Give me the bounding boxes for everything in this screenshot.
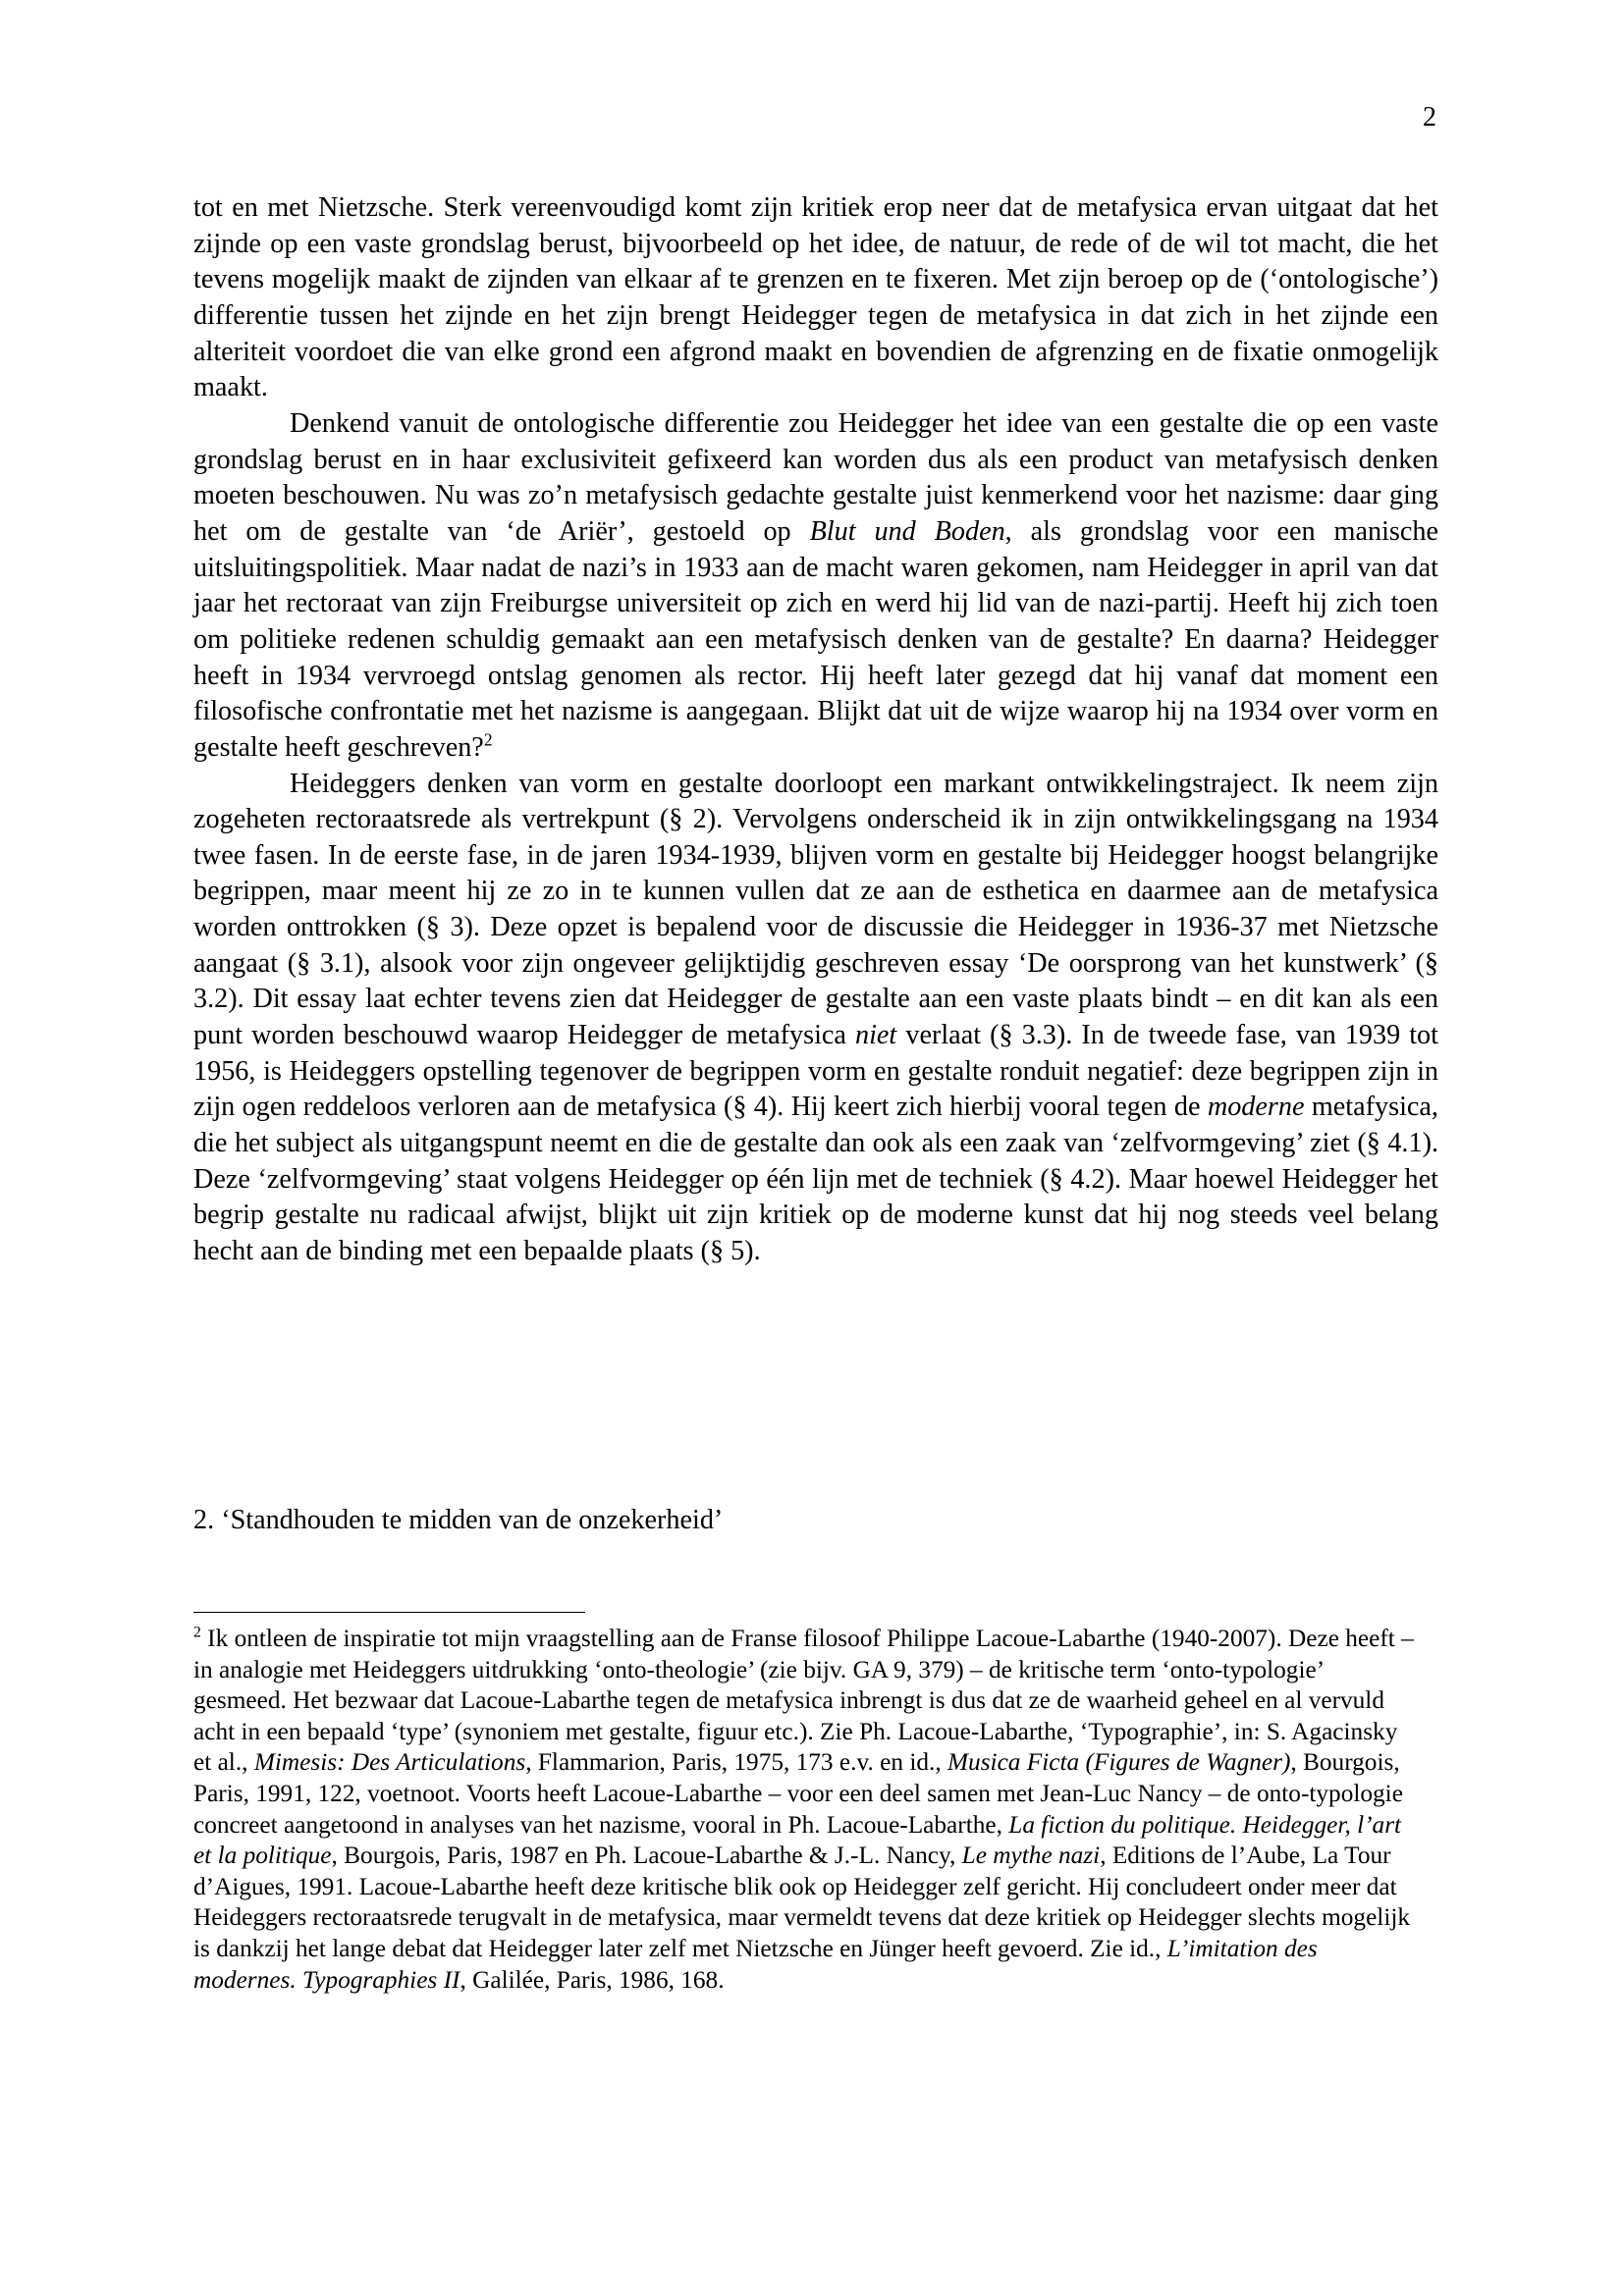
footnote-text-2: , Flammarion, Paris, 1975, 173 e.v. en id.,	[525, 1748, 947, 1777]
footnote-text-5: , Editions de l’Aube, La Tour d’Aigues, 1991. Lacoue-Labarthe heeft deze kritische blik ook op Heidegger zelf gericht. Hij concludeert onder meer dat Heideggers rectoraatsrede terugvalt in de metafysica, maar vermeldt tevens dat deze kritiek op Heidegger slechts mogelijk is dankzij het lange debat dat Heidegger later zelf met Nietzsche en Jünger heeft gevoerd. Zie id.,	[193, 1842, 1411, 1962]
footnote-text-6: , Galilée, Paris, 1986, 168.	[460, 1965, 725, 1994]
paragraph-2	[193, 406, 1438, 767]
footnote-text-4: , Bourgois, Paris, 1987 en Ph. Lacoue-Labarthe & J.-L. Nancy,	[331, 1842, 962, 1870]
paragraph-3-italic-2: moderne	[1207, 1092, 1305, 1123]
page-number: 2	[1423, 102, 1436, 133]
paragraph-3-text-c: metafysica, die het subject als uitgangspunt neemt en die de gestalte dan ook als een zaak van ‘zelfvormgeving’ ziet (§ 4.1). Deze ‘zelfvormgeving’ staat volgens Heidegger op één lijn met de techniek (§ 4.2). Maar hoewel Heidegger het begrip gestalte nu radicaal afwijst, blijkt uit zijn kritiek op de moderne kunst dat hij nog steeds veel belang hecht aan de binding met een bepaalde plaats (§ 5).	[193, 1092, 1438, 1267]
main-text	[193, 190, 1438, 1270]
paragraph-3	[193, 767, 1438, 1270]
footnote-text-1: Ik ontleen de inspiratie tot mijn vraagstelling aan de Franse filosoof Philippe Lacoue-Labarthe (1940-2007). Deze heeft – in analogie met Heideggers uitdrukking ‘onto-theologie’ (zie bijv. GA 9, 379) – de kritische term ‘onto-typologie’ gesmeed. Het bezwaar dat Lacoue-Labarthe tegen de metafysica inbrengt is dus dat ze de waarheid geheel en al vervuld acht in een bepaald ‘type’ (synoniem met gestalte, figuur etc.). Zie Ph. Lacoue-Labarthe, ‘Typographie’, in: S. Agacinsky et al.,	[193, 1625, 1414, 1777]
footnote-text-3: , Bourgois, Paris, 1991, 122, voetnoot. Voorts heeft Lacoue-Labarthe – voor een deel samen met Jean-Luc Nancy – de onto-typologie concreet aangetoond in analyses van het nazisme, vooral in Ph. Lacoue-Labarthe,	[193, 1748, 1403, 1839]
footnote-italic-1: Mimesis: Des Articulations	[253, 1748, 526, 1777]
paragraph-2-text-a: Denkend vanuit de ontologische differentie zou Heidegger het idee van een gestalte die op een vaste grondslag berust en in haar exclusiviteit gefixeerd kan worden dus als een product van metafysisch denken moeten beschouwen. Nu was zo’n metafysisch gedachte gestalte juist kenmerkend voor het nazisme: daar ging het om de gestalte van ‘de Ariër’, gestoeld op	[193, 407, 1438, 547]
footnote-italic-2: Musica Ficta (Figures de Wagner)	[947, 1748, 1291, 1777]
footnote-reference[interactable]: 2	[483, 729, 493, 750]
footnote	[193, 1624, 1421, 1996]
footnote-italic-4: Le mythe nazi	[961, 1842, 1101, 1870]
paragraph-2-italic: Blut und Boden	[809, 515, 1005, 547]
paragraph-3-italic-1: niet	[855, 1020, 897, 1051]
paragraph-3-text-b: verlaat (§ 3.3). In de tweede fase, van 1939 tot 1956, is Heideggers opstelling tegenover de begrippen vorm en gestalte ronduit negatief: deze begrippen zijn in zijn ogen reddeloos verloren aan de metafysica (§ 4). Hij keert zich hierbij vooral tegen de	[193, 1020, 1438, 1123]
footnote-marker: 2	[193, 1624, 201, 1641]
footnote-italic-3: La fiction du politique. Heidegger, l’art et la politique	[193, 1810, 1402, 1870]
paragraph-3-text-a: Heideggers denken van vorm en gestalte doorloopt een markant ontwikkelingstraject. Ik neem zijn zogeheten rectoraatsrede als vertrekpunt (§ 2). Vervolgens onderscheid ik in zijn ontwikkelingsgang na 1934 twee fasen. In de eerste fase, in de jaren 1934-1939, blijven vorm en gestalte bij Heidegger hoogst belangrijke begrippen, maar meent hij ze zo in te kunnen vullen dat ze aan de esthetica en daarmee aan de metafysica worden onttrokken (§ 3). Deze opzet is bepalend voor de discussie die Heidegger in 1936-37 met Nietzsche aangaat (§ 3.1), alsook voor zijn ongeveer gelijktijdig geschreven essay ‘De oorsprong van het kunstwerk’ (§ 3.2). Dit essay laat echter tevens zien dat Heidegger de gestalte aan een vaste plaats bindt – en dit kan als een punt worden beschouwd waarop Heidegger de metafysica	[193, 768, 1438, 1051]
paragraph-2-text-b: , als grondslag voor een manische uitsluitingspolitiek. Maar nadat de nazi’s in 1933 aan de macht waren gekomen, nam Heidegger in april van dat jaar het rectoraat van zijn Freiburgse universiteit op zich en werd hij lid van de nazi-partij. Heeft hij zich toen om politieke redenen schuldig gemaakt aan een metafysisch denken van de gestalte? En daarna? Heidegger heeft in 1934 vervroegd ontslag genomen als rector. Hij heeft later gezegd dat hij vanaf dat moment een filosofische confrontatie met het nazisme is aangegaan. Blijkt dat uit de wijze waarop hij na 1934 over vorm en gestalte heeft geschreven?	[193, 515, 1438, 763]
section-heading: 2. ‘Standhouden te midden van de onzekerheid’	[193, 1505, 724, 1535]
paragraph-1: tot en met Nietzsche. Sterk vereenvoudigd komt zijn kritiek erop neer dat de metafysica ervan uitgaat dat het zijnde op een vaste grondslag berust, bijvoorbeeld op het idee, de natuur, de rede of de wil tot macht, die het tevens mogelijk maakt de zijnden van elkaar af te grenzen en te fixeren. Met zijn beroep op de (‘ontologische’) differentie tussen het zijnde en het zijn brengt Heidegger tegen de metafysica in dat zich in het zijnde een alteriteit voordoet die van elke grond een afgrond maakt en bovendien de afgrenzing en de fixatie onmogelijk maakt.	[193, 192, 1438, 403]
footnote-separator	[193, 1612, 585, 1613]
footnote-italic-5: L’imitation des modernes. Typographies II	[193, 1934, 1318, 1994]
